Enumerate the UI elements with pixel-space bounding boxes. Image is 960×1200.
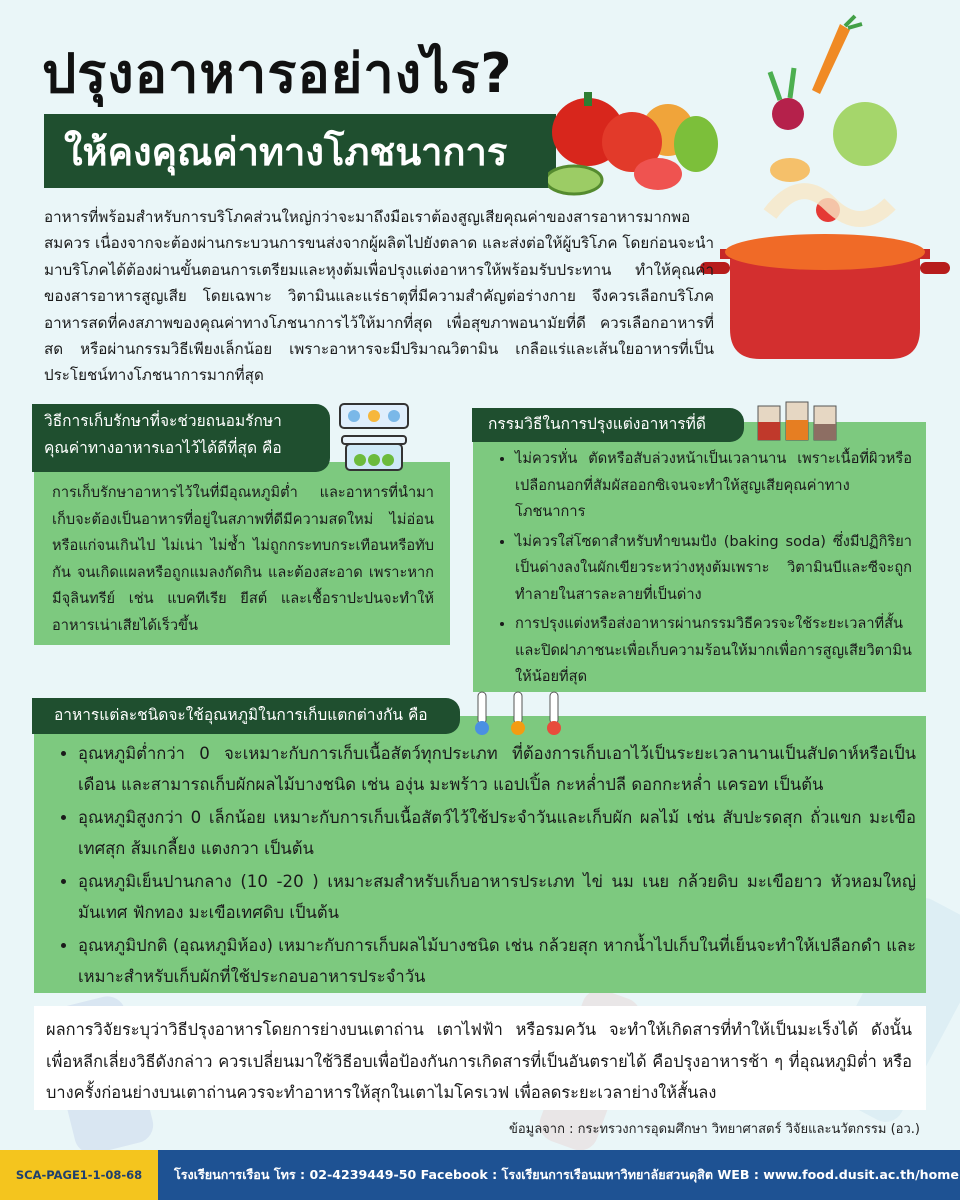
source-credit: ข้อมูลจาก : กระทรวงการอุดมศึกษา วิทยาศาสตร์ วิจัยและนวัตกรรม (อว.) bbox=[508, 1122, 920, 1137]
storage-heading-line1: วิธีการเก็บรักษาที่จะช่วยถนอมรักษา bbox=[44, 412, 282, 430]
temperature-heading: อาหารแต่ละชนิดจะใช้อุณหภูมิในการเก็บแตกต่างกัน คือ bbox=[32, 698, 460, 734]
temperature-panel bbox=[34, 716, 926, 993]
beet-shape bbox=[772, 98, 804, 130]
thermometer-icon bbox=[468, 686, 572, 738]
cooking-item: • การปรุงแต่งหรือส่งอาหารผ่านกรรมวิธีควรจะใช้ระยะเวลาที่สั้น และปิดฝาภาชนะเพื่อเก็บความร้อนให้มากเพื่อการสูญเสียวิตามินให้น้อยที่สุด bbox=[515, 611, 912, 691]
page-subtitle: ให้คงคุณค่าทางโภชนาการ bbox=[44, 114, 556, 188]
temperature-item: • อุณหภูมิต่ำกว่า 0 จะเหมาะกับการเก็บเนื้อสัตว์ทุกประเภท ที่ต้องการเก็บเอาไว้เป็นระยะเวลานานเป็นสัปดาห์หรือเป็นเดือน และสามารถเก็บผักผลไม้บางชนิด เช่น องุ่น มะพร้าว แอปเปิ้ล กะหล่ำปลี ดอกกะหล่ำ แครอท เป็นต้น bbox=[78, 738, 916, 800]
vegetables-icon bbox=[548, 84, 718, 204]
cooking-item: • ไม่ควรหั่น ตัดหรือสับล่วงหน้าเป็นเวลานาน เพราะเนื้อที่ผิวหรือเปลือกนอกที่สัมผัสออกซิเจนจะทำให้สูญเสียคุณค่าทางโภชนาการ bbox=[515, 446, 912, 526]
storage-container-icon bbox=[338, 402, 410, 474]
research-note: ผลการวิจัยระบุว่าวิธีปรุงอาหารโดยการย่างบนเตาถ่าน เตาไฟฟ้า หรือรมควัน จะทำให้เกิดสารที่ทำให้เป็นมะเร็งได้ ดังนั้น เพื่อหลีกเลี่ยงวิธีดังกล่าว ควรเปลี่ยนมาใช้วิธีอบเพื่อป้องกันการเกิดสารที่เป็นอันตรายได้ คือปรุงอาหารช้า ๆ ที่อุณหภูมิต่ำ หรือบางครั้งก่อนย่างบนเตาถ่านควรจะทำอาหารให้สุกในเตาไมโครเวฟ เพื่อลดระยะเวลาย่างให้สั้นลง bbox=[34, 1006, 926, 1110]
storage-panel: การเก็บรักษาอาหารไว้ในที่มีอุณหภูมิต่ำ และอาหารที่นำมาเก็บจะต้องเป็นอาหารที่อยู่ในสภาพที่ดีมีความสดใหม่ ไม่อ่อนหรือแก่จนเกินไป ไม่เน่า ไม่ช้ำ ไม่ถูกกระทบกระเทือนหรือทับกัน จนเกิดแผลหรือถูกแมลงกัดกิน และต้องสะอาด เพราะหากมีจุลินทรีย์ เช่น แบคทีเรีย ยีสต์ และเชื้อราปะปนจะทำให้อาหารเน่าเสียได้เร็วขึ้น bbox=[34, 462, 450, 645]
cooking-pot-icon bbox=[700, 14, 950, 384]
temperature-item: • อุณหภูมิปกติ (อุณหภูมิห้อง) เหมาะกับการเก็บผลไม้บางชนิด เช่น กล้วยสุก หากน้ำไปเก็บในที่เย็นจะทำให้เปลือกดำ และเหมาะสำหรับเก็บผักที่ใช้ประกอบอาหารประจำวัน bbox=[78, 930, 916, 992]
cabbage-shape bbox=[833, 102, 897, 166]
temperature-item: • อุณหภูมิสูงกว่า 0 เล็กน้อย เหมาะกับการเก็บเนื้อสัตว์ไว้ใช้ประจำวันและเก็บผัก ผลไม้ เช่น สับปะรดสุก ถั่วแขก มะเขือเทศสุก ส้มเกลี้ยง แตงกวา เป็นต้น bbox=[78, 802, 916, 864]
storage-heading bbox=[32, 404, 330, 472]
temperature-item: • อุณหภูมิเย็นปานกลาง (10 -20 ) เหมาะสมสำหรับเก็บอาหารประเภท ไข่ นม เนย กล้วยดิบ มะเขือยาว หัวหอมใหญ่ มันเทศ ฟักทอง มะเขือเทศดิบ เป็นต้น bbox=[78, 866, 916, 928]
footer-bar bbox=[0, 1150, 960, 1200]
cooking-heading: กรรมวิธีในการปรุงแต่งอาหารที่ดี bbox=[472, 408, 744, 442]
page-code: SCA-PAGE1-1-08-68 bbox=[0, 1150, 158, 1200]
storage-heading-line2: คุณค่าทางอาหารเอาไว้ได้ดีที่สุด คือ bbox=[44, 439, 282, 457]
carrot-shape bbox=[812, 24, 850, 94]
intro-paragraph: อาหารที่พร้อมสำหรับการบริโภคส่วนใหญ่กว่าจะมาถึงมือเราต้องสูญเสียคุณค่าของสารอาหารมากพอสมควร เนื่องจากจะต้องผ่านกระบวนการขนส่งจากผู้ผลิตไปยังตลาด และส่งต่อให้ผู้บริโภค โดยก่อนจะนำมาบริโภคได้ต้องผ่านขั้นตอนการเตรียมและหุงต้มเพื่อปรุงแต่งอาหารให้พร้อมรับประทาน ทำให้คุณค่าของสารอาหารสูญเสีย โดยเฉพาะ วิตามินและแร่ธาตุที่มีความสำคัญต่อร่างกาย จึงควรเลือกบริโภคอาหารสดที่คงสภาพของคุณค่าทางโภชนาการไว้ให้มากที่สุด เพื่อสุขภาพอนามัยที่ดี ควรเลือกอาหารที่สด หรือผ่านกรรมวิธีเพียงเล็กน้อย เพราะอาหารจะมีปริมาณวิตามิน เกลือแร่และเส้นใยอาหารที่เป็นประโยชน์ทางโภชนาการมากที่สุด bbox=[44, 208, 714, 385]
cucumber-shape bbox=[548, 166, 602, 194]
cooking-panel bbox=[473, 422, 926, 692]
cooking-item: • ไม่ควรใส่โซดาสำหรับทำขนมปัง (baking soda) ซึ่งมีปฏิกิริยาเป็นด่างลงในผักเขียวระหว่างหุงต้มเพราะ วิตามินบีและซีจะถูกทำลายในสารละลายที่เป็นด่าง bbox=[515, 529, 912, 609]
page-title: ปรุงอาหารอย่างไร? bbox=[42, 42, 513, 105]
contact-info: โรงเรียนการเรือน โทร : 02-4239449-50 Facebook : โรงเรียนการเรือนมหาวิทยาลัยสวนดุสิต WEB : www.food.dusit.ac.th/home bbox=[174, 1167, 959, 1182]
spice-jars-icon bbox=[756, 396, 838, 442]
